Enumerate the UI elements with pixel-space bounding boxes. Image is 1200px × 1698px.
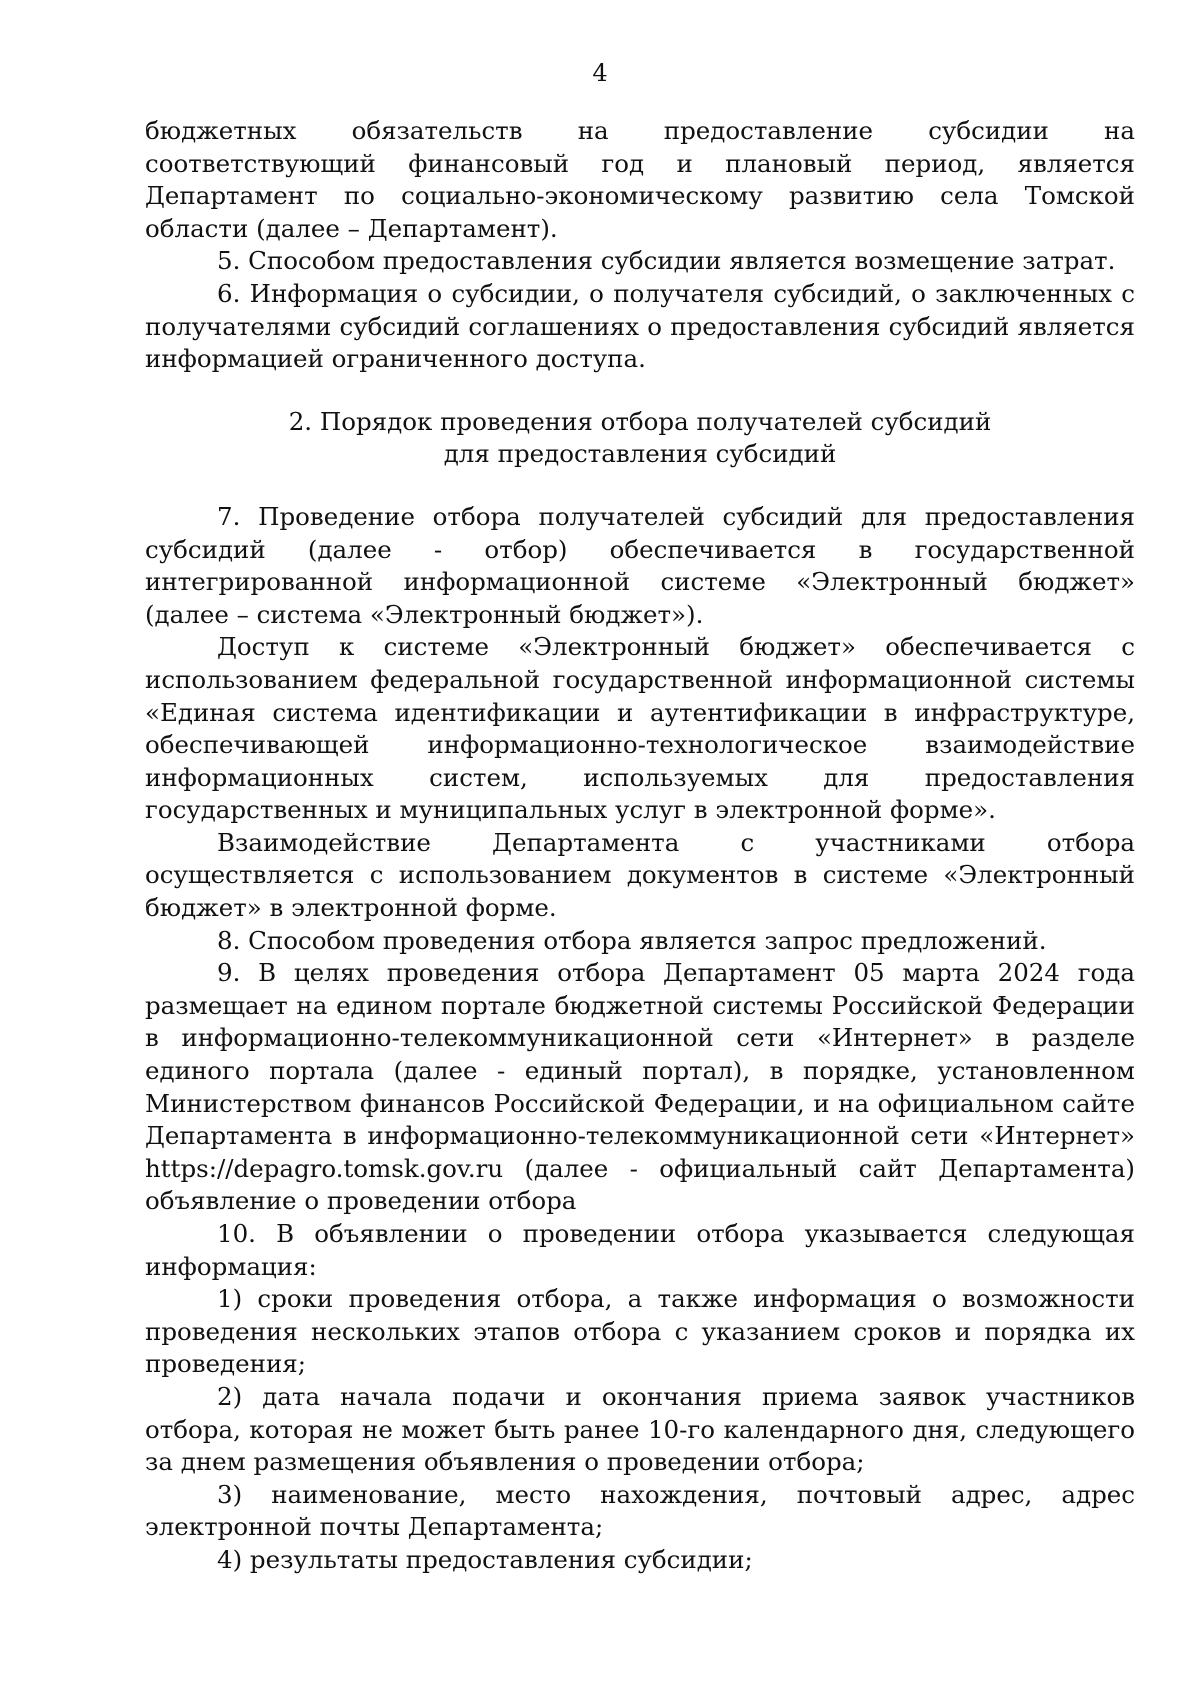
page-number: 4: [592, 59, 608, 87]
paragraph-9: 9. В целях проведения отбора Департамент 05 марта 2024 года размещает на едином портале бюджетной системы Российской Федерации в информационно-телекоммуникационной сети «Интернет» в разделе единого портала (далее - единый портал), в порядке, установленном Министерством финансов Российской Федерации, и на официальном сайте Департамента в информационно-телекоммуникационной сети «Интернет» https://depagro.tomsk.gov.ru (далее - официальный сайт Департамента) объявление о проведении отбора: [145, 958, 1135, 1216]
paragraph-6: 6. Информация о субсидии, о получателя субсидий, о заключенных с получателями субсидий соглашениях о предоставления субсидий является информацией ограниченного доступа.: [145, 278, 1135, 374]
paragraph-10-item-4: 4) результаты предоставления субсидии;: [217, 1544, 753, 1574]
document-body: [145, 115, 1135, 1577]
paragraph-7: 7. Проведение отбора получателей субсидий для предоставления субсидий (далее - отбор) обеспечивается в государственной интегрированной информационной системе «Электронный бюджет» (далее – система «Электронный бюджет»).: [145, 501, 1135, 629]
paragraph-7-interaction: Взаимодействие Департамента с участниками отбора осуществляется с использованием документов в системе «Электронный бюджет» в электронной форме.: [145, 827, 1135, 923]
paragraph-7-access: Доступ к системе «Электронный бюджет» обеспечивается с использованием федеральной государственной информационной системы «Единая система идентификации и аутентификации в инфраструктуре, обеспечивающей информационно-технологическое взаимодействие информационных систем, используемых для предоставления государственных и муниципальных услуг в электронной форме».: [145, 632, 1135, 825]
section-heading-line-2: для предоставления субсидий: [443, 439, 837, 469]
paragraph-intro: бюджетных обязательств на предоставление субсидии на соответствующий финансовый год и плановый период, является Департамент по социально-экономическому развитию села Томской области (далее – Департамент).: [145, 116, 1135, 243]
paragraph-10-item-1: 1) сроки проведения отбора, а также информация о возможности проведения нескольких этапов отбора с указанием сроков и порядка их проведения;: [145, 1284, 1135, 1379]
section-heading: [145, 406, 1135, 471]
paragraph-10: 10. В объявлении о проведении отбора указывается следующая информация:: [145, 1219, 1135, 1281]
paragraph-5: 5. Способом предоставления субсидии является возмещение затрат.: [217, 246, 1116, 276]
section-heading-line-1: 2. Порядок проведения отбора получателей субсидий: [288, 406, 992, 436]
paragraph-8: 8. Способом проведения отбора является запрос предложений.: [217, 925, 1047, 955]
paragraph-10-item-2: 2) дата начала подачи и окончания приема заявок участников отбора, которая не может быть ранее 10-го календарного дня, следующего за днем размещения объявления о проведении отбора;: [145, 1381, 1135, 1477]
paragraph-10-item-3: 3) наименование, место нахождения, почтовый адрес, адрес электронной почты Департамента;: [145, 1479, 1135, 1542]
